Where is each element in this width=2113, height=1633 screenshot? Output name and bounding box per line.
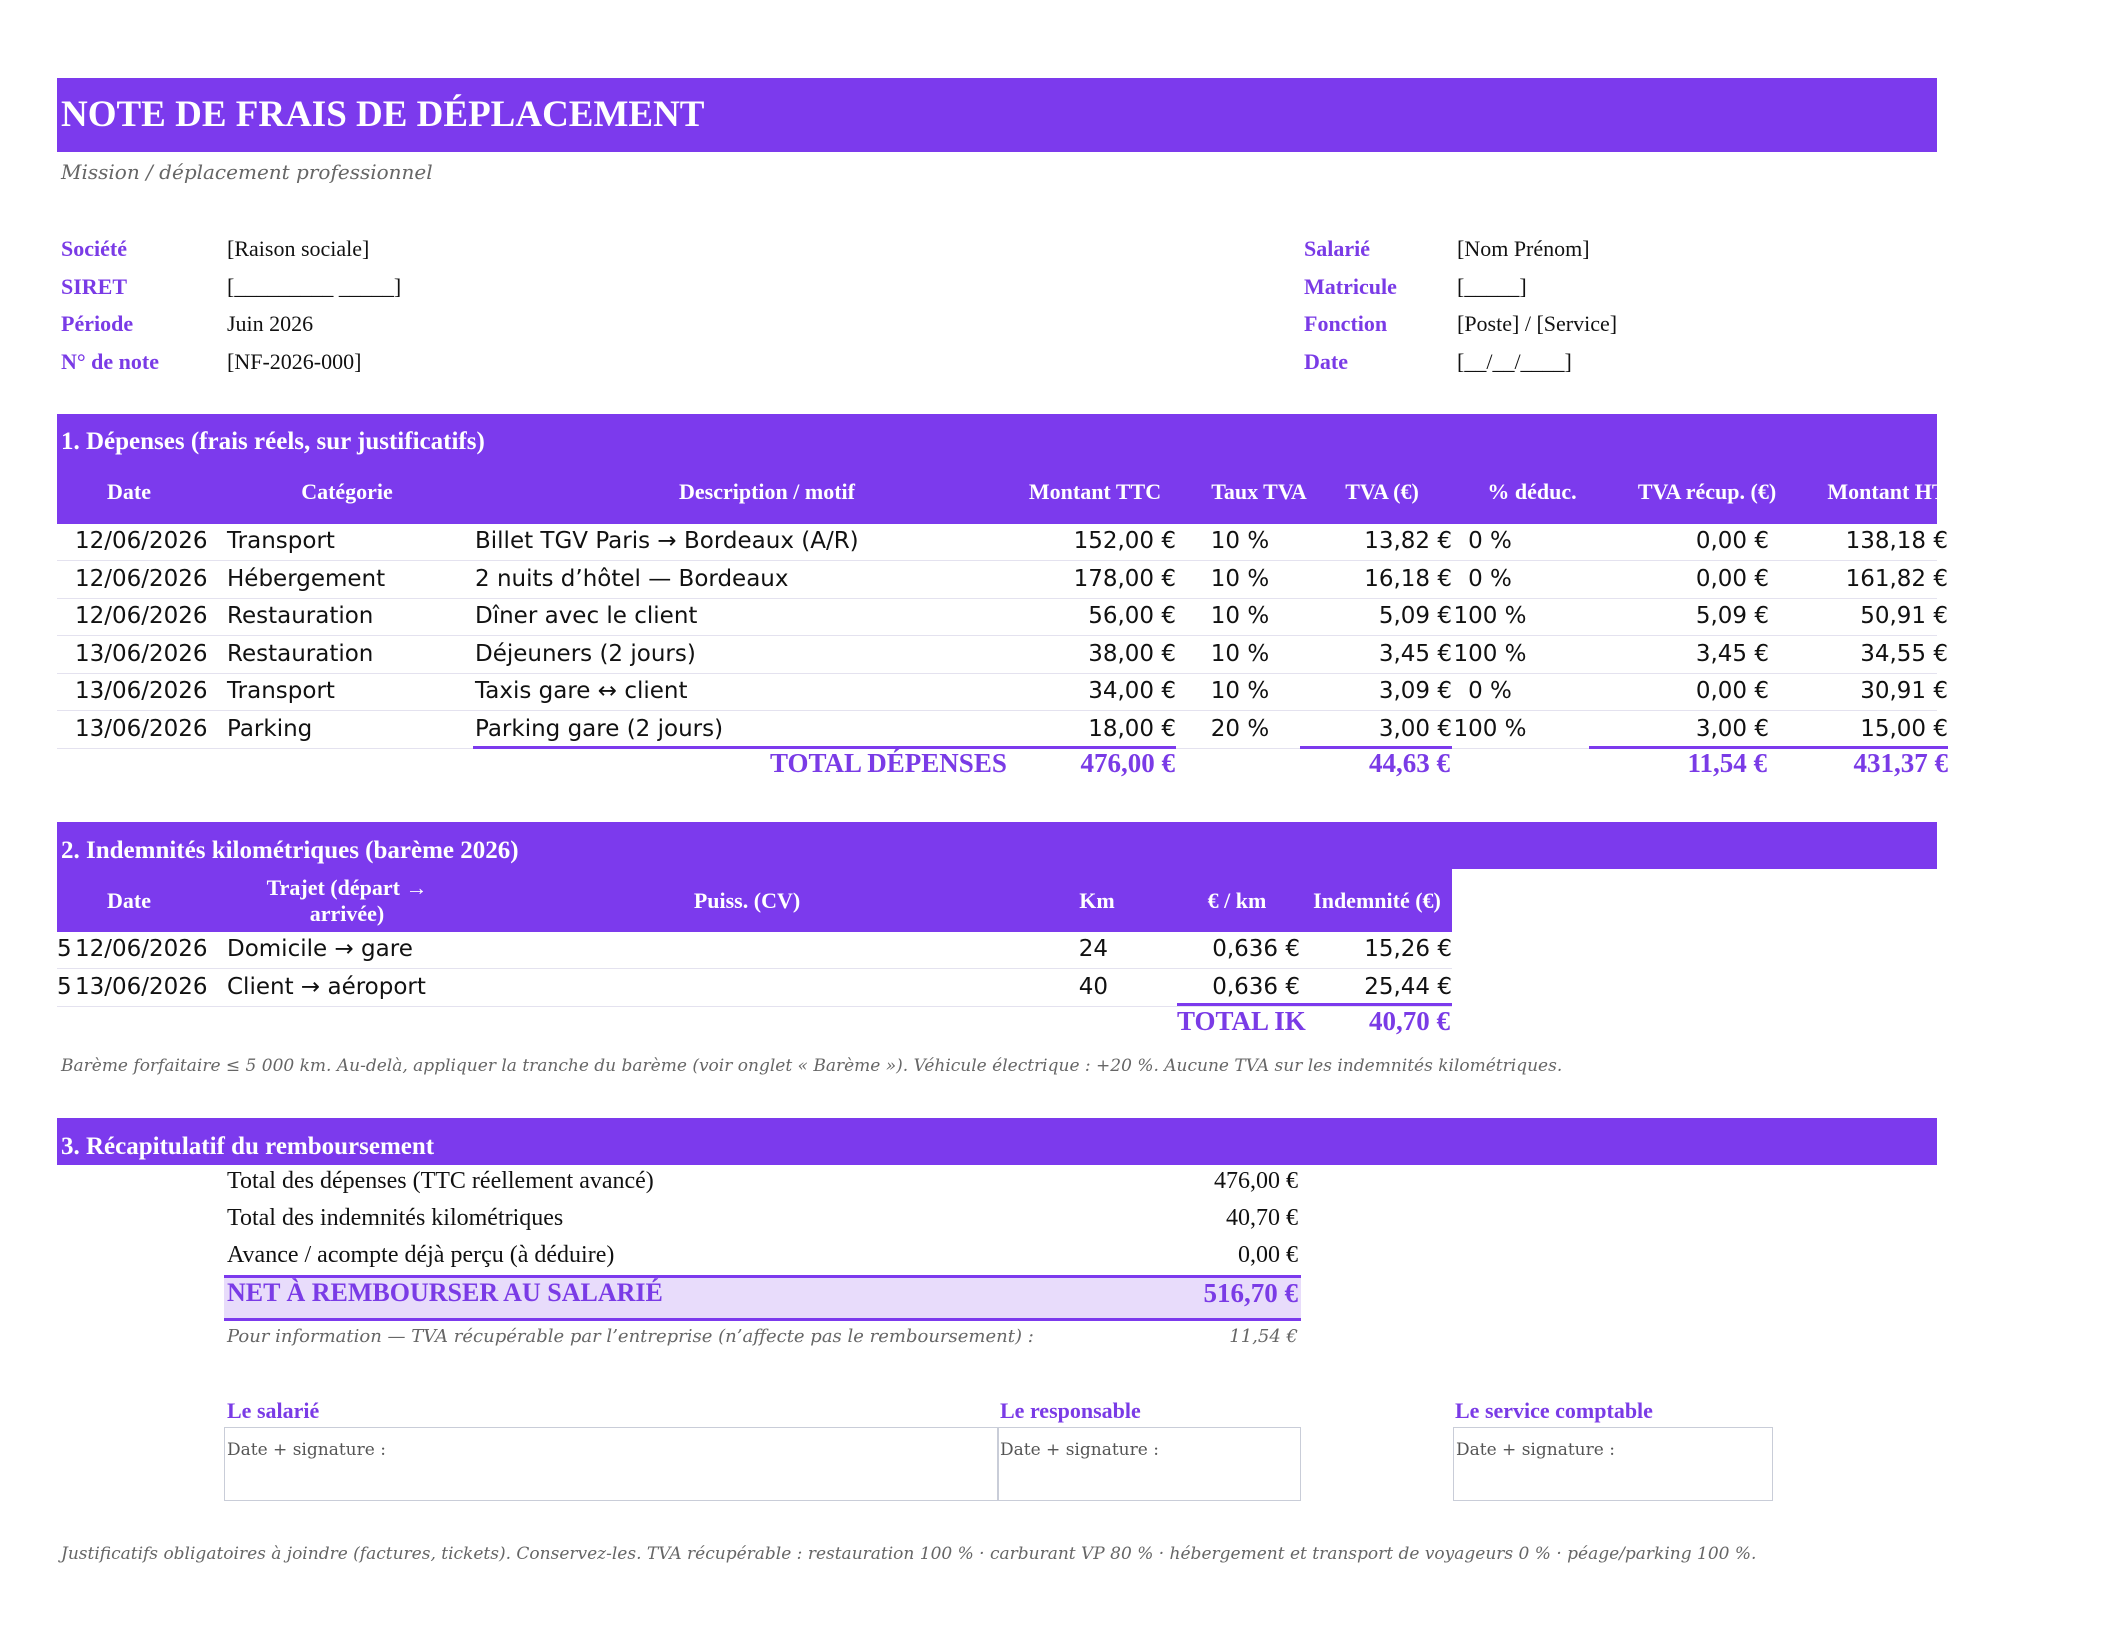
cell-description[interactable]: 2 nuits d’hôtel — Bordeaux bbox=[475, 565, 789, 592]
col-ik-date: Date bbox=[107, 888, 151, 913]
table-row bbox=[57, 932, 1452, 969]
col-tva: TVA (€) bbox=[1345, 479, 1419, 504]
total-expenses-tva-recup: 11,54 € bbox=[1687, 748, 1767, 778]
cell-montant-ht[interactable]: 34,55 € bbox=[1860, 640, 1948, 667]
cell-montant-ttc[interactable]: 18,00 € bbox=[1088, 715, 1176, 742]
meta-label-fonction: Fonction bbox=[1304, 311, 1388, 336]
cell-ik-puissance[interactable]: 5 bbox=[57, 973, 72, 1000]
meta-label-numero: N° de note bbox=[61, 349, 160, 374]
table-row bbox=[57, 524, 1948, 561]
recap-value-ik: 40,70 € bbox=[1226, 1205, 1298, 1231]
col-ik-trajet: Trajet (départ → arrivée) bbox=[266, 875, 428, 926]
table-row bbox=[57, 637, 1948, 674]
cell-description[interactable]: Taxis gare ↔ client bbox=[475, 678, 688, 704]
cell-montant-ttc[interactable]: 178,00 € bbox=[1073, 565, 1176, 592]
meta-value-salarie[interactable]: [Nom Prénom] bbox=[1457, 236, 1590, 261]
cell-ik-puissance[interactable]: 5 bbox=[57, 936, 72, 962]
cell-montant-ttc[interactable]: 56,00 € bbox=[1088, 603, 1176, 629]
meta-label-periode: Période bbox=[61, 311, 134, 336]
document-subtitle: Mission / déplacement professionnel bbox=[61, 160, 433, 184]
cell-deduc[interactable]: 0 % bbox=[1468, 565, 1512, 592]
cell-montant-ttc[interactable]: 152,00 € bbox=[1073, 528, 1176, 554]
meta-label-societe: Société bbox=[61, 236, 127, 261]
cell-tva-recup[interactable]: 5,09 € bbox=[1695, 603, 1769, 629]
table-row bbox=[57, 970, 1452, 1007]
cell-taux-tva[interactable]: 10 % bbox=[1210, 678, 1270, 704]
cell-ik-eur-km[interactable]: 0,636 € bbox=[1212, 936, 1300, 962]
section-summary-title: 3. Récapitulatif du remboursement bbox=[57, 1118, 1937, 1165]
cell-ik-km[interactable]: 40 bbox=[1078, 973, 1108, 1000]
signature-box-responsable[interactable] bbox=[997, 1427, 1301, 1501]
cell-ik-trajet[interactable]: Client → aéroport bbox=[227, 973, 426, 1000]
cell-montant-ht[interactable]: 161,82 € bbox=[1845, 565, 1948, 592]
cell-tva-recup[interactable]: 0,00 € bbox=[1695, 565, 1769, 592]
table-row bbox=[57, 562, 1948, 599]
total-ik-value: 40,70 € bbox=[1369, 1006, 1450, 1036]
cell-date[interactable]: 12/06/2026 bbox=[75, 565, 208, 592]
cell-taux-tva[interactable]: 20 % bbox=[1210, 715, 1270, 742]
meta-label-date: Date bbox=[1304, 349, 1348, 374]
cell-taux-tva[interactable]: 10 % bbox=[1210, 603, 1270, 629]
cell-ik-eur-km[interactable]: 0,636 € bbox=[1212, 973, 1300, 1000]
col-categorie: Catégorie bbox=[301, 479, 393, 504]
col-montant-ht: Montant HT bbox=[1827, 479, 1947, 504]
cell-tva-recup[interactable]: 3,00 € bbox=[1695, 715, 1769, 742]
cell-tva-recup[interactable]: 0,00 € bbox=[1695, 528, 1769, 554]
cell-deduc[interactable]: 100 % bbox=[1453, 603, 1527, 629]
cell-categorie[interactable]: Restauration bbox=[227, 640, 374, 667]
cell-date[interactable]: 12/06/2026 bbox=[75, 528, 208, 554]
cell-deduc[interactable]: 100 % bbox=[1453, 715, 1527, 742]
signature-label-salarie: Le salarié bbox=[227, 1398, 320, 1423]
col-ik-indemnite: Indemnité (€) bbox=[1313, 888, 1441, 913]
col-description: Description / motif bbox=[679, 479, 855, 504]
cell-categorie[interactable]: Parking bbox=[227, 715, 313, 742]
cell-description[interactable]: Dîner avec le client bbox=[475, 603, 698, 629]
cell-categorie[interactable]: Transport bbox=[227, 528, 335, 554]
cell-description[interactable]: Parking gare (2 jours) bbox=[475, 715, 724, 742]
cell-taux-tva[interactable]: 10 % bbox=[1210, 640, 1270, 667]
cell-tva[interactable]: 3,00 € bbox=[1378, 715, 1452, 742]
col-date: Date bbox=[107, 479, 151, 504]
meta-value-date[interactable]: [__/__/____] bbox=[1457, 349, 1572, 374]
meta-value-matricule[interactable]: [_____] bbox=[1457, 274, 1527, 299]
meta-label-siret: SIRET bbox=[61, 274, 128, 299]
col-ik-km: Km bbox=[1079, 888, 1115, 913]
col-ik-puissance: Puiss. (CV) bbox=[693, 888, 801, 913]
cell-categorie[interactable]: Hébergement bbox=[227, 565, 386, 592]
cell-deduc[interactable]: 0 % bbox=[1468, 528, 1512, 554]
cell-tva[interactable]: 3,09 € bbox=[1378, 678, 1452, 704]
section-mileage-title: 2. Indemnités kilométriques (barème 2026) bbox=[57, 822, 1937, 869]
cell-tva-recup[interactable]: 0,00 € bbox=[1695, 678, 1769, 704]
signature-placeholder-salarie: Date + signature : bbox=[227, 1440, 386, 1460]
cell-tva[interactable]: 16,18 € bbox=[1364, 565, 1452, 592]
total-expenses-tva: 44,63 € bbox=[1369, 748, 1450, 778]
cell-taux-tva[interactable]: 10 % bbox=[1210, 528, 1270, 554]
total-ik-label: TOTAL IK bbox=[1177, 1006, 1306, 1036]
info-label: Pour information — TVA récupérable par l’entreprise (n’affecte pas le remboursement) : bbox=[227, 1326, 1034, 1347]
col-tva-recup: TVA récup. (€) bbox=[1637, 479, 1777, 504]
signature-label-comptable: Le service comptable bbox=[1455, 1398, 1653, 1423]
mileage-table-header bbox=[57, 869, 1452, 932]
net-label: NET À REMBOURSER AU SALARIÉ bbox=[227, 1278, 663, 1307]
total-expenses-ht: 431,37 € bbox=[1853, 748, 1948, 778]
signature-placeholder-responsable: Date + signature : bbox=[1000, 1440, 1159, 1460]
net-value: 516,70 € bbox=[1203, 1278, 1298, 1308]
signature-placeholder-comptable: Date + signature : bbox=[1456, 1440, 1615, 1460]
cell-categorie[interactable]: Transport bbox=[227, 678, 335, 704]
cell-ik-date[interactable]: 12/06/2026 bbox=[75, 936, 208, 962]
meta-value-numero[interactable]: [NF-2026-000] bbox=[227, 349, 362, 374]
total-expenses-ttc: 476,00 € bbox=[1080, 748, 1175, 778]
cell-ik-indemnite[interactable]: 15,26 € bbox=[1364, 936, 1452, 962]
cell-montant-ttc[interactable]: 38,00 € bbox=[1088, 640, 1176, 667]
document-title: NOTE DE FRAIS DE DÉPLACEMENT bbox=[57, 78, 1937, 152]
recap-label-ik: Total des indemnités kilométriques bbox=[227, 1205, 564, 1231]
cell-montant-ht[interactable]: 15,00 € bbox=[1860, 715, 1948, 742]
signature-box-comptable[interactable] bbox=[1453, 1427, 1773, 1501]
col-deduc: % déduc. bbox=[1487, 479, 1577, 504]
meta-label-matricule: Matricule bbox=[1304, 274, 1397, 299]
cell-montant-ht[interactable]: 30,91 € bbox=[1860, 678, 1948, 704]
recap-value-avance[interactable]: 0,00 € bbox=[1238, 1242, 1298, 1268]
mileage-note: Barème forfaitaire ≤ 5 000 km. Au-delà, appliquer la tranche du barème (voir onglet « Barème »). Véhicule électrique : +20 %. Aucune TVA sur les indemnités kilométriques. bbox=[61, 1056, 1563, 1076]
cell-montant-ht[interactable]: 50,91 € bbox=[1860, 603, 1948, 629]
col-montant-ttc: Montant TTC bbox=[1028, 479, 1162, 504]
cell-deduc[interactable]: 100 % bbox=[1453, 640, 1527, 667]
total-expenses-label: TOTAL DÉPENSES bbox=[770, 748, 1007, 778]
cell-date[interactable]: 13/06/2026 bbox=[75, 640, 208, 667]
section-expenses-title: 1. Dépenses (frais réels, sur justificatifs) bbox=[57, 414, 1937, 460]
cell-taux-tva[interactable]: 10 % bbox=[1210, 565, 1270, 592]
cell-montant-ttc[interactable]: 34,00 € bbox=[1088, 678, 1176, 704]
cell-date[interactable]: 13/06/2026 bbox=[75, 678, 208, 704]
meta-value-societe[interactable]: [Raison sociale] bbox=[227, 236, 370, 261]
cell-description[interactable]: Déjeuners (2 jours) bbox=[475, 640, 696, 667]
cell-date[interactable]: 12/06/2026 bbox=[75, 603, 208, 629]
signature-label-responsable: Le responsable bbox=[1000, 1398, 1141, 1423]
table-row bbox=[57, 674, 1948, 711]
recap-value-depenses: 476,00 € bbox=[1214, 1168, 1298, 1194]
signature-box-salarie[interactable] bbox=[224, 1427, 999, 1501]
cell-ik-trajet[interactable]: Domicile → gare bbox=[227, 936, 413, 962]
table-row bbox=[57, 712, 1948, 749]
cell-categorie[interactable]: Restauration bbox=[227, 603, 374, 629]
cell-ik-date[interactable]: 13/06/2026 bbox=[75, 973, 208, 1000]
info-value: 11,54 € bbox=[1229, 1326, 1298, 1347]
cell-description[interactable]: Billet TGV Paris → Bordeaux (A/R) bbox=[475, 528, 859, 554]
table-row bbox=[57, 599, 1948, 636]
cell-ik-km[interactable]: 24 bbox=[1078, 936, 1108, 962]
col-ik-eur-km: € / km bbox=[1207, 888, 1267, 913]
col-taux-tva: Taux TVA bbox=[1211, 479, 1307, 504]
cell-tva[interactable]: 3,45 € bbox=[1378, 640, 1452, 667]
footer-note: Justificatifs obligatoires à joindre (factures, tickets). Conservez-les. TVA récupérable : restauration 100 % · carburant VP 80 % · hébergement et transport de voyageurs 0 % · péage/parking 100 %. bbox=[61, 1544, 1757, 1564]
meta-value-siret[interactable]: [_________ _____] bbox=[227, 274, 402, 299]
meta-value-periode[interactable]: Juin 2026 bbox=[227, 311, 314, 336]
recap-label-depenses: Total des dépenses (TTC réellement avancé) bbox=[227, 1168, 654, 1194]
cell-montant-ht[interactable]: 138,18 € bbox=[1845, 528, 1948, 554]
cell-date[interactable]: 13/06/2026 bbox=[75, 715, 208, 742]
cell-ik-indemnite[interactable]: 25,44 € bbox=[1364, 973, 1452, 1000]
recap-label-avance: Avance / acompte déjà perçu (à déduire) bbox=[227, 1242, 615, 1268]
cell-tva[interactable]: 13,82 € bbox=[1364, 528, 1452, 554]
meta-value-fonction[interactable]: [Poste] / [Service] bbox=[1457, 311, 1618, 336]
meta-label-salarie: Salarié bbox=[1304, 236, 1370, 261]
cell-deduc[interactable]: 0 % bbox=[1468, 678, 1512, 704]
cell-tva[interactable]: 5,09 € bbox=[1378, 603, 1452, 629]
expenses-table-header bbox=[57, 460, 1947, 524]
cell-tva-recup[interactable]: 3,45 € bbox=[1695, 640, 1769, 667]
